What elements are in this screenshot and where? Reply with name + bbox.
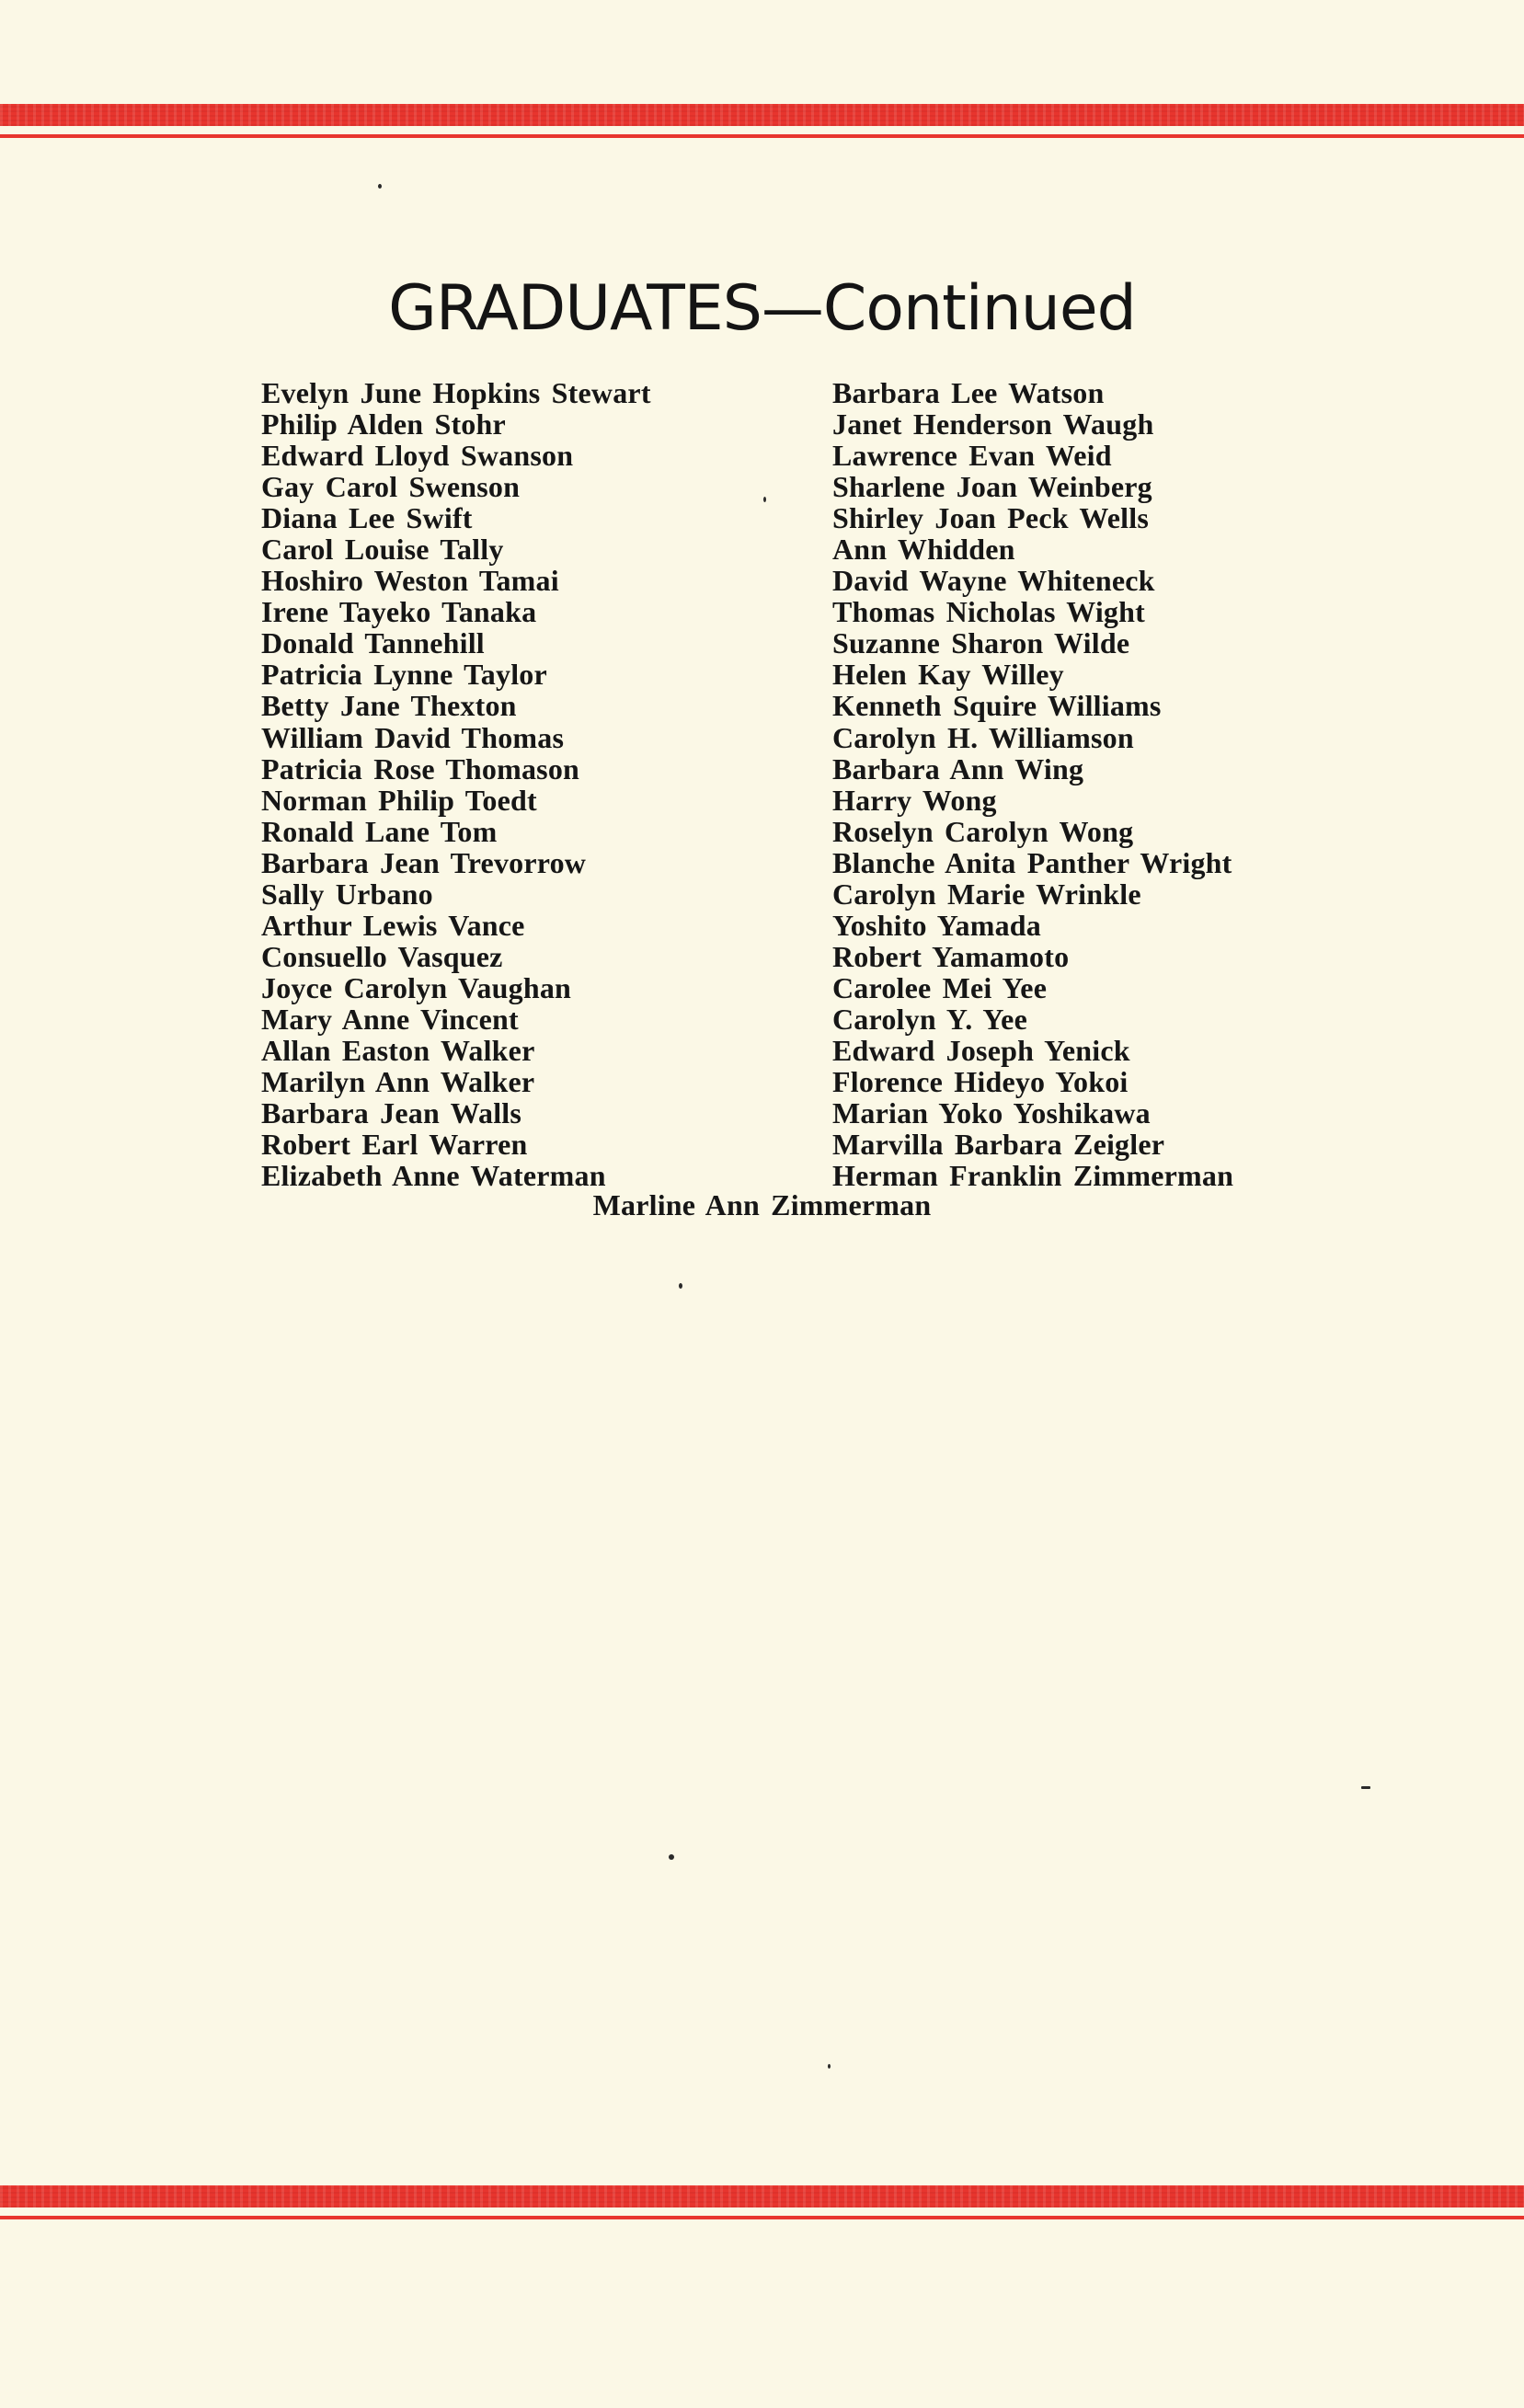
- graduate-name: Barbara Ann Wing: [832, 751, 1084, 785]
- graduate-name: Consuello Vasquez: [261, 939, 503, 973]
- graduate-name: Ann Whidden: [832, 533, 1015, 567]
- bottom-border-thin-stripe: [0, 2216, 1524, 2219]
- graduate-name: Elizabeth Anne Waterman: [261, 1159, 606, 1193]
- graduate-name: Patricia Rose Thomason: [261, 751, 580, 785]
- graduate-name: Donald Tannehill: [261, 626, 485, 660]
- graduate-name: Barbara Jean Walls: [261, 1096, 522, 1130]
- paper-speck: [763, 497, 766, 502]
- graduate-name: Yoshito Yamada: [832, 908, 1041, 942]
- graduate-name: William David Thomas: [261, 720, 565, 754]
- graduate-name: Philip Alden Stohr: [261, 407, 506, 441]
- graduate-name: Thomas Nicholas Wight: [832, 595, 1145, 629]
- graduate-name: Betty Jane Thexton: [261, 689, 517, 723]
- graduate-name: Marilyn Ann Walker: [261, 1065, 535, 1099]
- graduate-name: Hoshiro Weston Tamai: [261, 564, 559, 598]
- right-name-column: [832, 377, 1233, 1191]
- graduate-name: Edward Lloyd Swanson: [261, 439, 574, 473]
- graduate-name: Arthur Lewis Vance: [261, 908, 525, 942]
- graduate-name: Evelyn June Hopkins Stewart: [261, 376, 651, 409]
- graduate-name: Gay Carol Swenson: [261, 470, 521, 504]
- graduate-name: Robert Yamamoto: [832, 939, 1070, 973]
- graduate-name: Carolyn H. Williamson: [832, 720, 1134, 754]
- graduate-name: Blanche Anita Panther Wright: [832, 845, 1232, 879]
- graduate-name: Lawrence Evan Weid: [832, 439, 1112, 473]
- bottom-red-border: [0, 2185, 1524, 2233]
- graduate-name: Ronald Lane Tom: [261, 814, 498, 848]
- left-name-column: [261, 377, 651, 1191]
- paper-speck: [1361, 1786, 1370, 1789]
- final-graduate-name: Marline Ann Zimmerman: [592, 1188, 932, 1221]
- graduate-name: Kenneth Squire Williams: [832, 689, 1162, 723]
- bottom-border-thick-stripe: [0, 2185, 1524, 2207]
- graduate-name: Irene Tayeko Tanaka: [261, 595, 537, 629]
- top-red-border: [0, 104, 1524, 152]
- graduate-name: Sally Urbano: [261, 877, 433, 911]
- graduate-name: Florence Hideyo Yokoi: [832, 1065, 1129, 1099]
- graduate-name: Diana Lee Swift: [261, 501, 473, 535]
- graduate-name: Sharlene Joan Weinberg: [832, 470, 1152, 504]
- graduate-name: Carol Louise Tally: [261, 533, 504, 567]
- graduate-name: David Wayne Whiteneck: [832, 564, 1155, 598]
- graduate-name: Herman Franklin Zimmerman: [832, 1159, 1234, 1193]
- graduate-name: Robert Earl Warren: [261, 1128, 528, 1162]
- paper-speck: [679, 1283, 682, 1289]
- graduate-name: Helen Kay Willey: [832, 658, 1064, 692]
- graduate-name: Marian Yoko Yoshikawa: [832, 1096, 1151, 1130]
- graduate-name: Edward Joseph Yenick: [832, 1033, 1130, 1067]
- graduate-name: Carolyn Marie Wrinkle: [832, 877, 1141, 911]
- graduate-name: Mary Anne Vincent: [261, 1002, 519, 1036]
- graduate-name: Shirley Joan Peck Wells: [832, 501, 1150, 535]
- graduate-name: Suzanne Sharon Wilde: [832, 626, 1130, 660]
- graduate-name: Carolyn Y. Yee: [832, 1002, 1027, 1036]
- graduate-name: Marvilla Barbara Zeigler: [832, 1128, 1165, 1162]
- graduate-name: Harry Wong: [832, 783, 997, 817]
- top-border-thick-stripe: [0, 104, 1524, 126]
- paper-speck: [378, 184, 382, 189]
- top-border-thin-stripe: [0, 134, 1524, 138]
- graduate-name: Joyce Carolyn Vaughan: [261, 970, 572, 1004]
- paper-speck: [669, 1854, 674, 1860]
- graduate-name: Norman Philip Toedt: [261, 783, 537, 817]
- graduate-name: Roselyn Carolyn Wong: [832, 814, 1134, 848]
- graduate-name: Barbara Jean Trevorrow: [261, 845, 587, 879]
- graduate-name: Patricia Lynne Taylor: [261, 658, 547, 692]
- graduate-name: Janet Henderson Waugh: [832, 407, 1154, 441]
- graduate-name: Carolee Mei Yee: [832, 970, 1048, 1004]
- graduate-name: Allan Easton Walker: [261, 1033, 535, 1067]
- paper-speck: [828, 2064, 831, 2069]
- page-title: GRADUATES—Continued: [388, 272, 1136, 345]
- graduate-name: Barbara Lee Watson: [832, 376, 1105, 409]
